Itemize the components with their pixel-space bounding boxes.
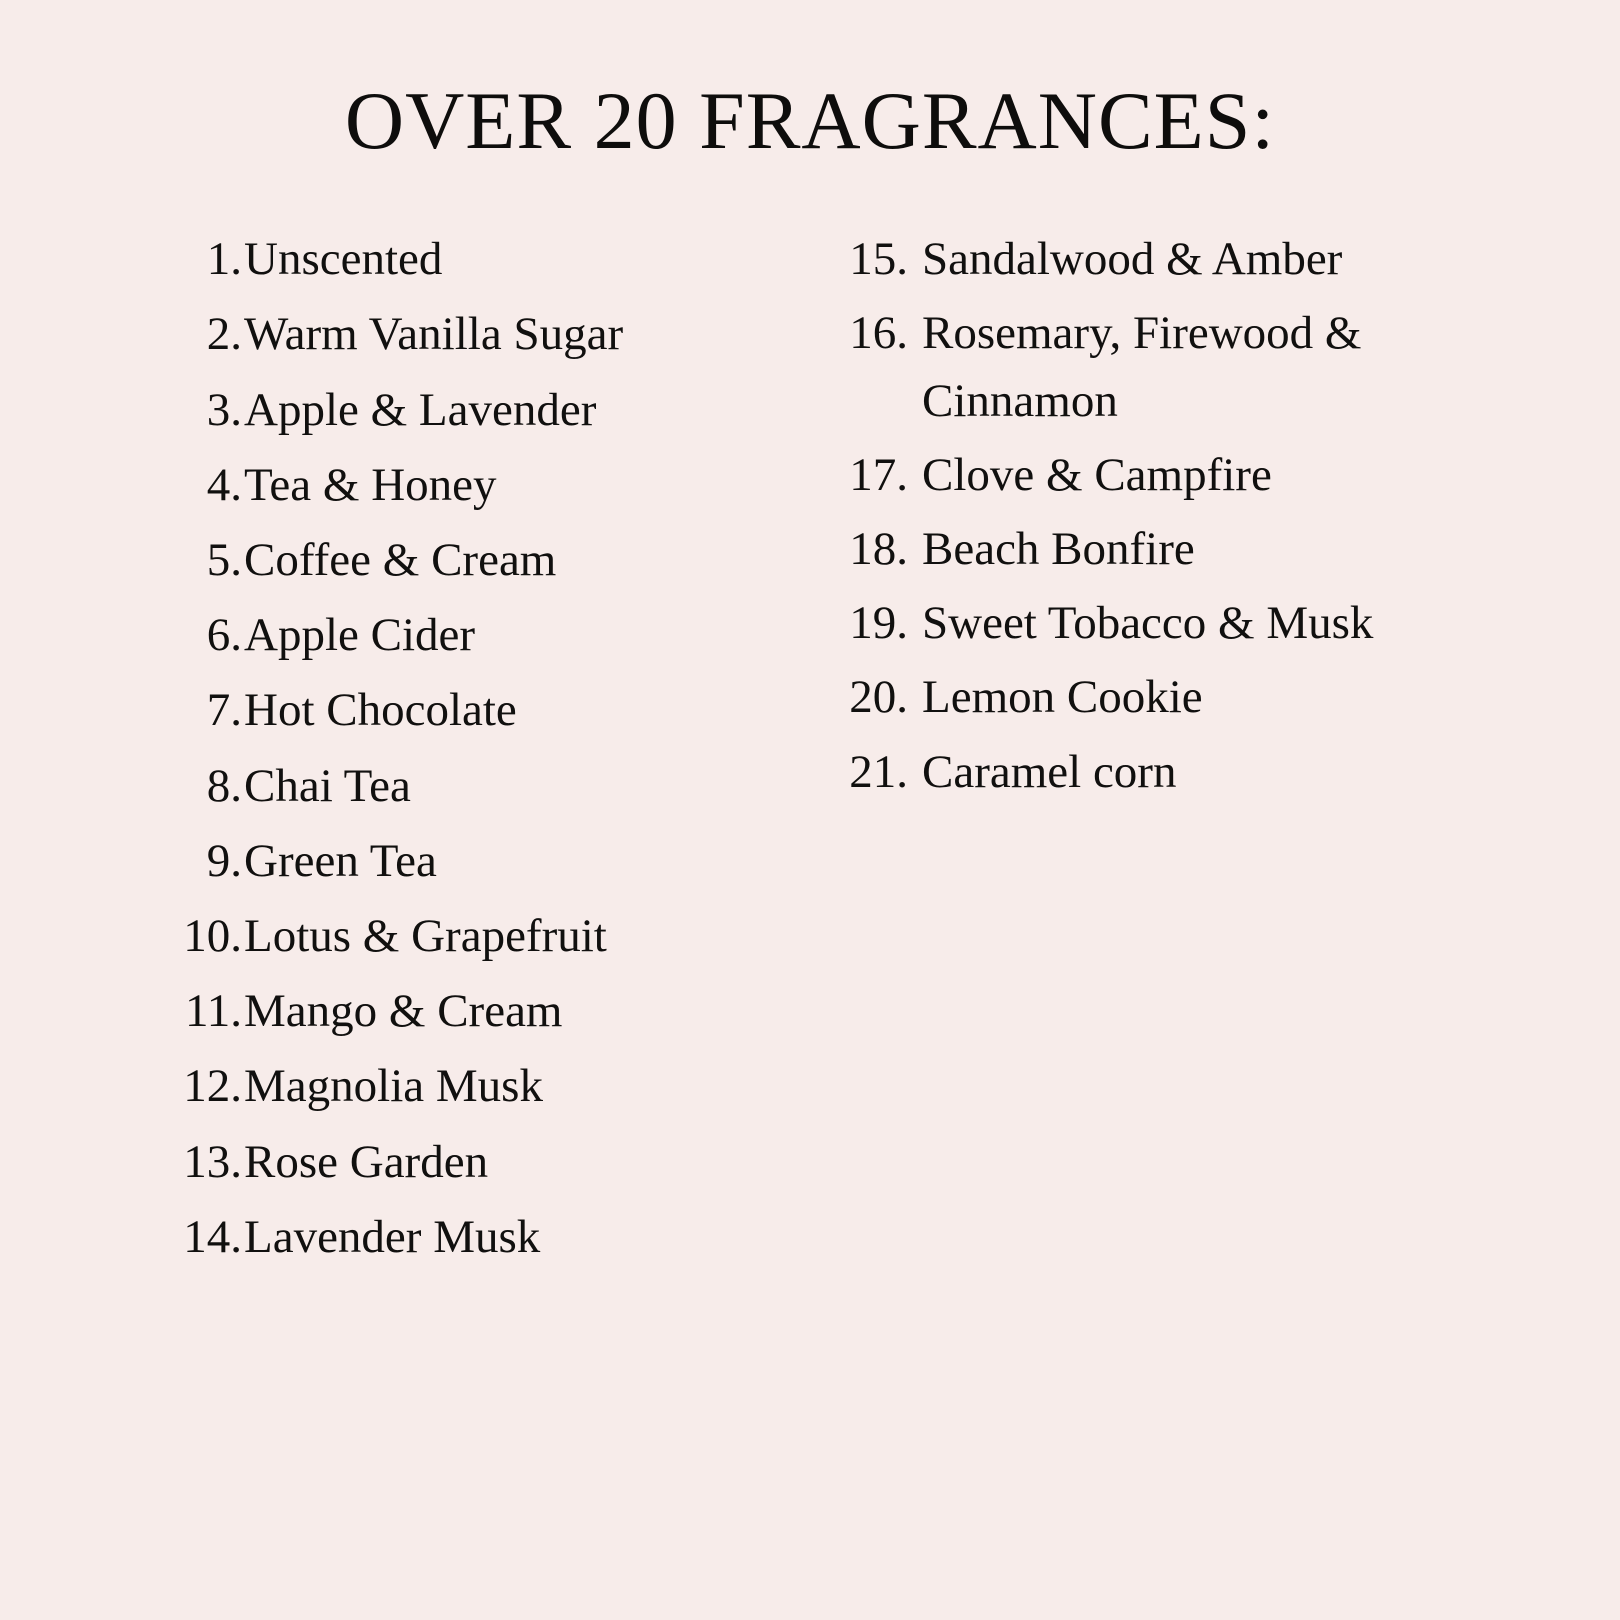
list-item-number: 3. [206, 383, 242, 436]
list-item-label: Mango & Cream [244, 985, 563, 1038]
list-item-label: Green Tea [244, 834, 437, 887]
list-item [150, 978, 800, 1045]
list-item-number: 4. [206, 458, 242, 511]
list-item-number: 21. [849, 745, 908, 798]
list-item-label: Lavender Musk [244, 1210, 541, 1263]
list-item [150, 602, 800, 669]
list-item-number: 17. [849, 448, 908, 501]
list-item [150, 1129, 800, 1196]
fragrance-column-right [800, 226, 1620, 813]
list-item-number: 18. [849, 522, 908, 575]
fragrance-columns [0, 164, 1620, 1279]
list-item-label: Coffee & Cream [244, 533, 557, 586]
list-item [150, 1053, 800, 1120]
list-item [820, 590, 1620, 657]
list-item [820, 739, 1620, 806]
list-item-number: 16. [849, 307, 908, 360]
list-item-number: 10. [183, 909, 242, 962]
list-item-label: Apple Cider [244, 609, 476, 662]
list-item [150, 1204, 800, 1271]
list-item-label: Chai Tea [244, 759, 411, 812]
list-item-label: Magnolia Musk [244, 1060, 543, 1113]
list-item-number: 1. [206, 233, 242, 286]
list-item-label: Rose Garden [244, 1135, 489, 1188]
list-item-label: Lemon Cookie [922, 671, 1203, 724]
list-item-number: 7. [206, 684, 242, 737]
list-item-number: 8. [206, 759, 242, 812]
list-item-number: 20. [849, 671, 908, 724]
list-item-label: Caramel corn [922, 745, 1177, 798]
list-item [150, 377, 800, 444]
list-item-number: 12. [183, 1060, 242, 1113]
list-item-label: Tea & Honey [244, 458, 497, 511]
list-item-number: 9. [206, 834, 242, 887]
page-title: OVER 20 FRAGRANCES: [344, 75, 1276, 166]
list-item [150, 452, 800, 519]
list-item [150, 226, 800, 293]
list-item [820, 300, 1620, 434]
list-item [150, 903, 800, 970]
list-item-number: 14. [183, 1210, 242, 1263]
list-item-number: 19. [849, 597, 908, 650]
list-item [150, 301, 800, 368]
list-item-number: 13. [183, 1135, 242, 1188]
list-item-label: Warm Vanilla Sugar [244, 308, 624, 361]
fragrance-column-left [0, 226, 800, 1279]
list-item-number: 15. [849, 233, 908, 286]
list-item-label: Clove & Campfire [922, 448, 1272, 501]
list-item-number: 11. [184, 985, 242, 1038]
list-item [820, 442, 1620, 509]
list-item [150, 527, 800, 594]
list-item-label: Lotus & Grapefruit [244, 909, 607, 962]
list-item-label: Unscented [244, 233, 443, 286]
list-item-label: Hot Chocolate [244, 684, 517, 737]
list-item [820, 516, 1620, 583]
list-item [150, 753, 800, 820]
list-item-label: Beach Bonfire [922, 522, 1195, 575]
list-item-label: Sweet Tobacco & Musk [922, 597, 1374, 650]
list-item-number: 5. [206, 533, 242, 586]
list-item-label: Sandalwood & Amber [922, 233, 1343, 286]
list-item [150, 677, 800, 744]
list-item-label: Rosemary, Firewood & Cinnamon [922, 307, 1362, 427]
list-item [820, 664, 1620, 731]
list-item-number: 2. [206, 308, 242, 361]
list-item [150, 828, 800, 895]
list-item-label: Apple & Lavender [244, 383, 597, 436]
list-item [820, 226, 1620, 293]
list-item-number: 6. [206, 609, 242, 662]
